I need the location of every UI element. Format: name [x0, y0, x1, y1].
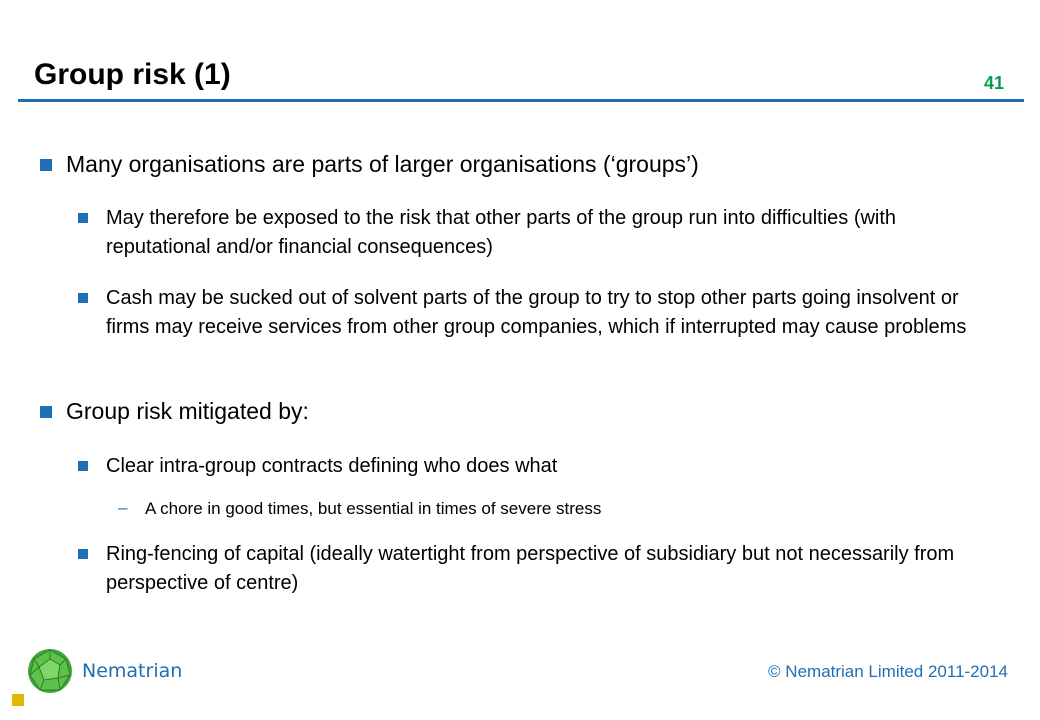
bullet-text: Group risk mitigated by:: [66, 398, 309, 424]
slide-title: Group risk (1): [34, 58, 231, 91]
slide-number: 41: [983, 73, 1004, 93]
bullet-text: Ring-fencing of capital (ideally watertight from perspective of subsidiary but not necessarily from perspective of centre): [106, 543, 955, 594]
square-bullet-icon: [78, 213, 88, 223]
title-divider: [18, 99, 1024, 102]
bullet-text: Cash may be sucked out of solvent parts of the group to try to stop other parts going insolvent or firms may receive services from other group companies, which if interrupted may cause problems: [106, 287, 967, 338]
square-bullet-icon: [40, 159, 52, 171]
copyright-text: © Nematrian Limited 2011-2014: [768, 662, 1008, 681]
nematrian-logo-icon: [26, 647, 74, 695]
bullet-text: Clear intra-group contracts defining who does what: [106, 455, 558, 477]
square-bullet-icon: [78, 549, 88, 559]
brand-name: Nematrian: [82, 660, 183, 682]
square-bullet-icon: [78, 293, 88, 303]
corner-marker: [12, 694, 24, 706]
bullet-text: A chore in good times, but essential in times of severe stress: [145, 499, 602, 518]
dash-bullet-icon: –: [118, 498, 128, 517]
square-bullet-icon: [78, 461, 88, 471]
square-bullet-icon: [40, 406, 52, 418]
bullet-text: Many organisations are parts of larger organisations (‘groups’): [66, 151, 699, 177]
bullet-text: May therefore be exposed to the risk that other parts of the group run into difficulties (with reputational and/or financial consequences): [106, 207, 897, 258]
